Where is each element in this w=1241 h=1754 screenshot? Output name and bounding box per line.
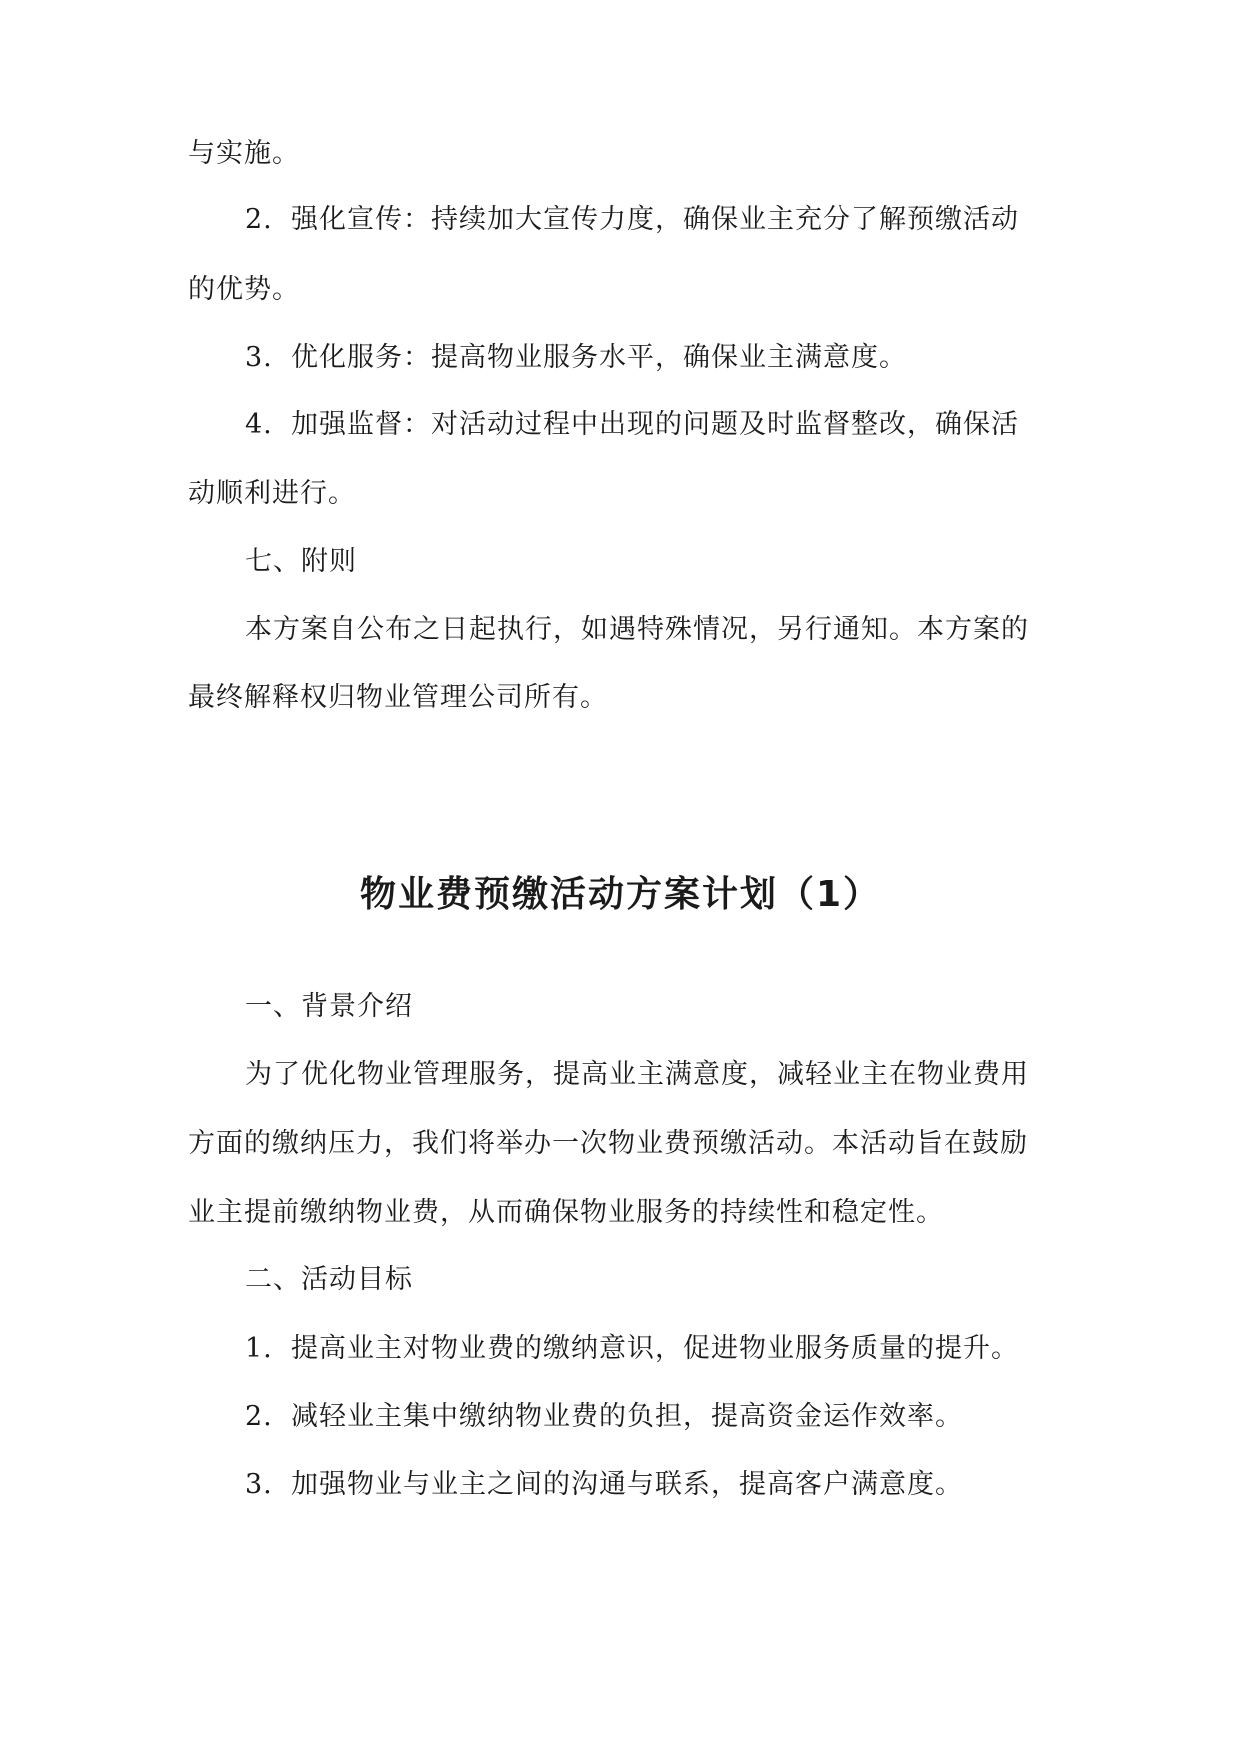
list-number: 2. bbox=[245, 1401, 273, 1432]
paragraph-1-line-2 bbox=[188, 1127, 1068, 1161]
paragraph-7-line-2 bbox=[188, 681, 1068, 715]
list-number: 2. bbox=[245, 204, 273, 235]
section-heading-2 bbox=[245, 1263, 1125, 1297]
list-text: 强化宣传：持续加大宣传力度，确保业主充分了解预缴活动 bbox=[291, 204, 1019, 235]
list-number: 4. bbox=[245, 409, 273, 440]
text-line: 与实施。 bbox=[188, 138, 300, 169]
paragraph-1-line-1 bbox=[245, 1058, 1125, 1092]
text-line: 为了优化物业管理服务，提高业主满意度，减轻业主在物业费用 bbox=[245, 1059, 1029, 1090]
list-item-4 bbox=[245, 408, 1125, 442]
goal-item-3 bbox=[245, 1468, 1125, 1502]
list-text: 提高业主对物业费的缴纳意识，促进物业服务质量的提升。 bbox=[291, 1333, 1019, 1364]
paragraph-1-line-3 bbox=[188, 1196, 1068, 1230]
list-text: 减轻业主集中缴纳物业费的负担，提高资金运作效率。 bbox=[291, 1401, 963, 1432]
list-item-4-continuation bbox=[188, 477, 1068, 511]
section-heading-1 bbox=[245, 990, 1125, 1024]
paragraph-continuation bbox=[188, 137, 1068, 171]
section-heading-7 bbox=[245, 545, 1125, 579]
text-line: 方面的缴纳压力，我们将举办一次物业费预缴活动。本活动旨在鼓励 bbox=[188, 1128, 1028, 1159]
list-item-2 bbox=[245, 203, 1125, 237]
text-line: 本方案自公布之日起执行，如遇特殊情况，另行通知。本方案的 bbox=[245, 614, 1029, 645]
list-item-2-continuation bbox=[188, 273, 1068, 307]
list-number: 1. bbox=[245, 1333, 273, 1364]
list-text-continuation: 的优势。 bbox=[188, 274, 300, 305]
heading-text: 二、活动目标 bbox=[245, 1264, 413, 1295]
list-text: 加强物业与业主之间的沟通与联系，提高客户满意度。 bbox=[291, 1469, 963, 1500]
list-number: 3. bbox=[245, 1469, 273, 1500]
heading-text: 七、附则 bbox=[245, 546, 357, 577]
list-item-3 bbox=[245, 341, 1125, 375]
text-line: 业主提前缴纳物业费，从而确保物业服务的持续性和稳定性。 bbox=[188, 1197, 944, 1228]
list-text-continuation: 动顺利进行。 bbox=[188, 478, 356, 509]
text-line: 最终解释权归物业管理公司所有。 bbox=[188, 682, 608, 713]
goal-item-1 bbox=[245, 1332, 1125, 1366]
document-title: 物业费预缴活动方案计划（1） bbox=[359, 874, 882, 915]
list-number: 3. bbox=[245, 342, 273, 373]
heading-text: 一、背景介绍 bbox=[245, 991, 413, 1022]
paragraph-7-line-1 bbox=[245, 613, 1125, 647]
goal-item-2 bbox=[245, 1400, 1125, 1434]
list-text: 优化服务：提高物业服务水平，确保业主满意度。 bbox=[291, 342, 907, 373]
list-text: 加强监督：对活动过程中出现的问题及时监督整改，确保活 bbox=[291, 409, 1019, 440]
